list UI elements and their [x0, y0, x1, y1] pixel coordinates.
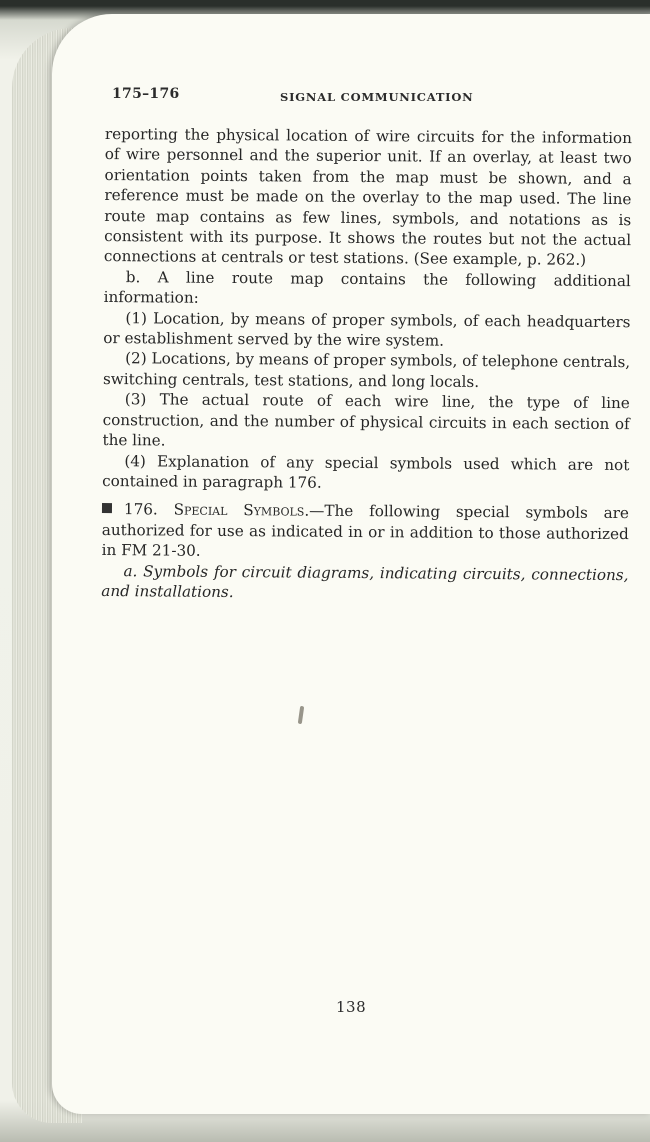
subsection-a: a. Symbols for circuit diagrams, indicating circuits, connections, and installations.: [101, 561, 629, 601]
page-header: [112, 86, 632, 110]
square-marker-icon: [102, 503, 112, 513]
list-item-2: (2) Locations, by means of proper symbols, of telephone centrals, switching centrals, test stations, and long locals.: [102, 349, 631, 391]
section-text: —The following special symbols are authorized for use as indicated in or in addition to those authorized in FM 21-30.: [101, 501, 630, 560]
section-176: [102, 499, 629, 564]
paragraph-intro: reporting the physical location of wire circuits for the information of wire personnel and the superior unit. If an overlay, at least two orientation points taken from the map must be shown, and a reference must be made on the overlay to the map used. The line route map contains as few lines, symbols, and notations as is consistent with its purpose. It shows the routes but not the actual connections at centrals or test stations. (See example, p. 262.): [103, 124, 632, 270]
paragraph-b: b. A line route map contains the following additional information:: [103, 268, 631, 307]
section-heading: Special Symbols.: [173, 500, 310, 520]
list-item-1: (1) Location, by means of proper symbols, of each headquarters or establishment served by the wire system.: [103, 308, 631, 350]
page-number: 138: [336, 998, 367, 1016]
section-number: 176.: [123, 500, 158, 519]
body-text: [101, 124, 632, 605]
list-item-4: (4) Explanation of any special symbols used which are not contained in paragraph 176.: [102, 451, 630, 492]
page-range: 175–176: [112, 86, 180, 102]
running-title: SIGNAL COMMUNICATION: [280, 90, 474, 104]
list-item-3: (3) The actual route of each wire line, the type of line construction, and the number of physical circuits in each section of the line.: [102, 390, 630, 450]
